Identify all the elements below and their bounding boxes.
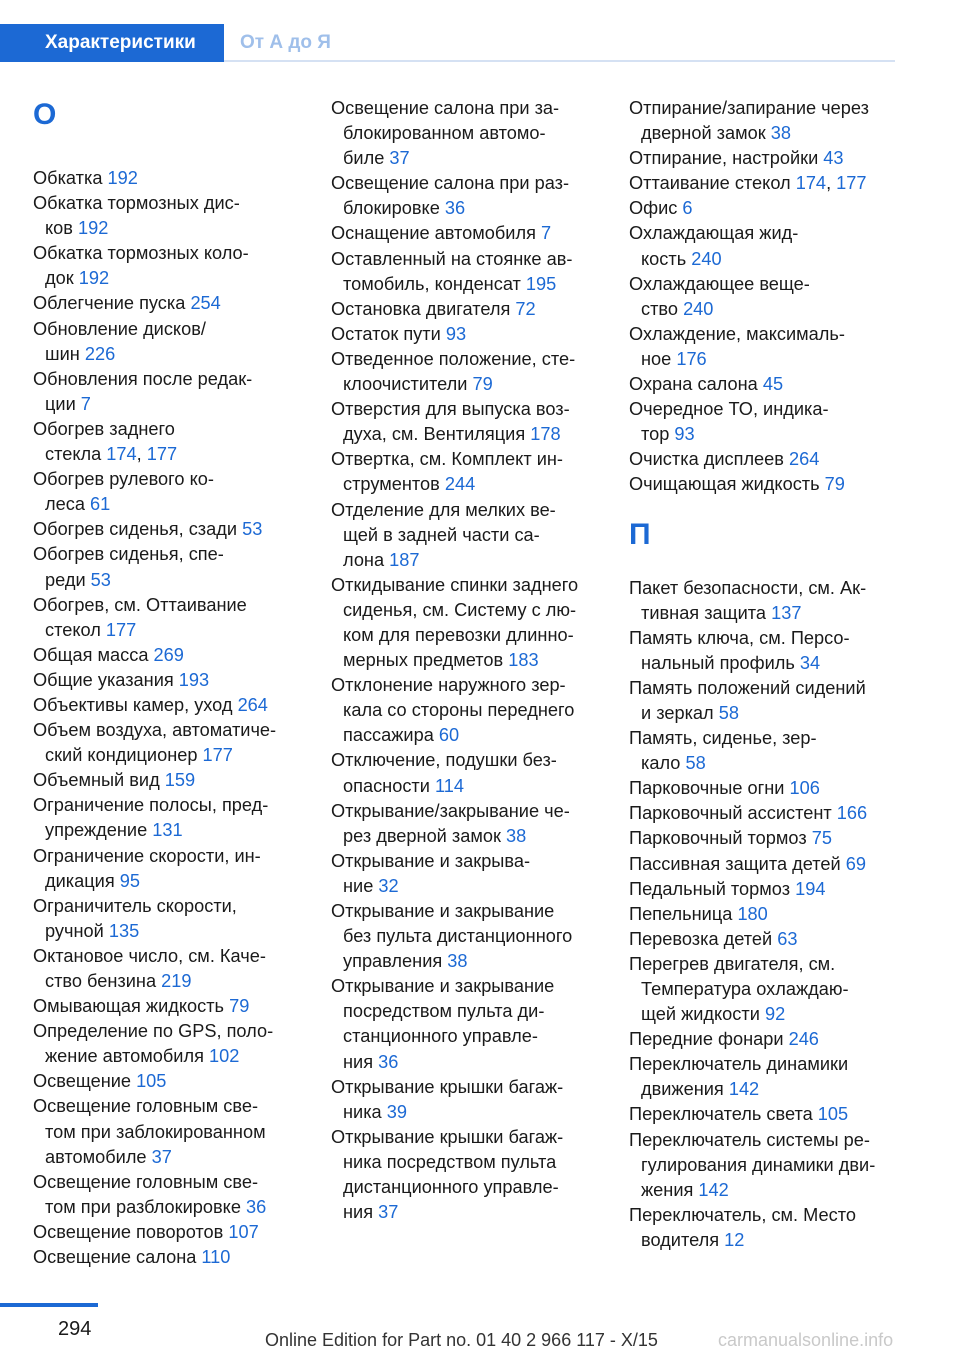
index-entry: Обогрев сиденья, спе‐ реди 53 [33,544,224,590]
page-ref-link[interactable]: 244 [444,474,476,495]
page-ref-link[interactable]: 38 [447,951,468,972]
page-ref-link[interactable]: 114 [434,775,464,796]
page-ref-link[interactable]: 32 [378,875,399,896]
index-entry: Отделение для мелких ве‐ щей в задней части са‐ лона 187 [331,499,556,570]
page-ref-link[interactable]: 93 [445,323,467,344]
index-entry: Открывание крышки багаж‐ ника посредством пульта дистанционного управле‐ ния 37 [331,1126,564,1223]
page-ref-link[interactable]: 61 [90,494,111,515]
page-ref-link[interactable]: 38 [770,123,791,144]
index-entry: Освещение головным све‐ том при заблокированном автомобиле 37 [33,1096,266,1167]
index-column-3 [629,96,901,1253]
page-ref-link[interactable]: 254 [190,293,221,314]
page-ref-link[interactable]: 187 [389,549,420,570]
page-ref-link[interactable]: 37 [151,1146,172,1167]
page-ref-link[interactable]: 38 [505,825,527,846]
index-entry: Охлаждающая жид‐ кость 240 [629,223,799,269]
page-ref-link[interactable]: 102 [208,1046,240,1067]
page-ref-link[interactable]: 142 [698,1179,729,1200]
index-entry: Перевозка детей 63 [629,928,798,949]
index-entry: Открывание/закрывание че‐ рез дверной замок 38 [331,800,570,846]
tab-characteristics[interactable]: Характеристики [0,24,224,62]
page-ref-link[interactable]: 177 [105,619,137,640]
page-ref-link[interactable]: 174 [106,444,137,465]
edition-info: Online Edition for Part no. 01 40 2 966 117 - X/15 [265,1330,658,1350]
index-entry: Омывающая жидкость 79 [33,996,250,1017]
index-entry: Переключатель света 105 [629,1104,849,1125]
index-entry: Память положений сидений и зеркал 58 [629,677,866,723]
index-column-2 [331,96,606,1225]
page-ref-link[interactable]: 264 [789,449,820,470]
index-entry: Остаток пути 93 [331,323,467,344]
index-entry: Офис 6 [629,198,693,219]
page-ref-link[interactable]: 79 [229,996,250,1017]
index-entry: Обкатка тормозных коло‐ док 192 [33,243,249,289]
page-ref-link[interactable]: 137 [771,602,802,623]
index-entry: Обкатка 192 [33,168,138,188]
index-entry: Переключатель, см. Место водителя 12 [629,1204,856,1250]
page-ref-link[interactable]: 37 [378,1202,399,1223]
index-entry: Обновления после редак‐ ции 7 [33,368,253,414]
index-entry: Освещение салона 110 [33,1247,231,1268]
page-ref-link[interactable]: 69 [845,853,866,874]
index-entry: Оснащение автомобиля 7 [331,223,552,244]
index-entry: Пассивная защита детей 69 [629,853,866,874]
page-ref-link[interactable]: 131 [152,820,183,841]
page-ref-link[interactable]: 180 [737,903,768,924]
index-entry: Передние фонари 246 [629,1029,819,1050]
index-entry: Обогрев заднего стекла 174, 177 [33,418,178,465]
page-ref-link[interactable]: 174 [795,173,827,194]
index-entry: Парковочный тормоз 75 [629,828,832,849]
index-entry: Открывание и закрывание посредством пульта ди‐ станционного управле‐ ния 36 [331,976,555,1072]
page-ref-link[interactable]: 226 [84,343,116,364]
index-entry: Откидывание спинки заднего сиденья, см. Систему с лю‐ ком для перевозки длинно‐ мерных предметов 183 [331,574,579,671]
page-ref-link[interactable]: 142 [728,1079,760,1100]
index-entry: Обогрев, см. Оттаивание стекол 177 [33,594,247,640]
index-entry: Очищающая жидкость 79 [629,474,845,495]
page-ref-link[interactable]: 36 [378,1051,399,1072]
page-ref-link[interactable]: 183 [508,650,539,671]
tab-a-to-z[interactable]: От А до Я [240,32,331,53]
header-rule [224,60,895,62]
page-ref-link[interactable]: 58 [718,702,739,723]
index-entry: Обогрев рулевого ко‐ леса 61 [33,469,214,515]
page-ref-link[interactable]: 53 [242,519,263,540]
index-entry: Общие указания 193 [33,669,210,690]
index-entry: Освещение салона при за‐ блокированном автомо‐ биле 37 [331,98,560,169]
index-entry: Переключатель динамики движения 142 [629,1054,849,1100]
page-ref-link[interactable]: 36 [444,198,466,219]
page-ref-link[interactable]: 39 [386,1101,407,1122]
page-ref-link[interactable]: 72 [515,298,536,319]
page-ref-link[interactable]: 6 [682,198,693,219]
index-entry: Очистка дисплеев 264 [629,449,820,470]
page-ref-link[interactable]: 135 [108,920,140,941]
index-entry: Остановка двигателя 72 [331,298,536,319]
page-ref-link[interactable]: 36 [246,1196,267,1217]
page-ref-link[interactable]: 60 [438,725,460,746]
page-ref-link[interactable]: 177 [202,745,233,766]
page-ref-link[interactable]: 110 [201,1247,231,1268]
index-entry: Обогрев сиденья, сзади 53 [33,519,263,540]
index-entry: Охлаждающее веще‐ ство 240 [629,273,810,319]
page-ref-link[interactable]: 240 [683,298,714,319]
index-entry: Парковочный ассистент 166 [629,803,868,824]
index-entry: Оставленный на стоянке ав‐ томобиль, конденсат 195 [331,248,573,294]
page-ref-link[interactable]: 43 [823,148,844,169]
page-header [0,24,895,62]
index-entry: Охрана салона 45 [629,374,784,395]
index-entry: Оттаивание стекол 174, 177 [629,173,867,194]
index-entry: Облегчение пуска 254 [33,293,221,314]
watermark: carmanualsonline.info [718,1330,894,1350]
page-ref-link[interactable]: 105 [136,1071,167,1092]
page-ref-link[interactable]: 177 [836,173,867,194]
page-ref-link[interactable]: 7 [80,393,91,414]
index-entry: Ограничение полосы, пред‐ упреждение 131 [33,795,269,841]
index-entry: Отпирание/запирание через дверной замок 38 [629,98,869,144]
page-ref-link[interactable]: 79 [472,374,493,395]
index-entry: Память, сиденье, зер‐ кало 58 [629,728,817,774]
page-ref-link[interactable]: 264 [237,694,268,715]
page-ref-link[interactable]: 7 [540,223,552,244]
page-ref-link[interactable]: 45 [762,374,784,395]
index-entry: Отведенное положение, сте‐ клоочистители 79 [331,348,576,395]
index-entry: Объемный вид 159 [33,770,196,791]
page-ref-link[interactable]: 58 [685,753,706,774]
index-entry: Освещение 105 [33,1071,167,1092]
page-ref-link[interactable]: 95 [119,870,140,891]
page-ref-link[interactable]: 195 [525,273,557,294]
index-entry: Отвертка, см. Комплект ин‐ струментов 244 [331,449,563,495]
index-entry: Объем воздуха, автоматиче‐ ский кондиционер 177 [33,720,277,766]
index-entry: Отключение, подушки без‐ опасности 114 [331,750,557,796]
index-entry: Перегрев двигателя, см. Температура охлаждаю‐ щей жидкости 92 [629,953,849,1025]
page-ref-link[interactable]: 194 [795,878,826,899]
page-ref-link[interactable]: 12 [724,1229,745,1250]
page-number: 294 [58,1318,92,1340]
page-ref-link[interactable]: 63 [777,928,798,949]
page-ref-link[interactable]: 177 [146,444,178,465]
index-entry: Открывание крышки багаж‐ ника 39 [331,1076,564,1122]
index-entry: Охлаждение, максималь‐ ное 176 [629,323,845,369]
index-entry: Определение по GPS, поло‐ жение автомобиля 102 [33,1021,274,1067]
index-entry: Парковочные огни 106 [629,778,820,799]
page-ref-link[interactable]: 37 [389,148,410,169]
page-ref-link[interactable]: 92 [764,1004,786,1025]
index-entry: Отклонение наружного зер‐ кала со стороны переднего пассажира 60 [331,675,575,746]
index-entry: Ограничение скорости, ин‐ дикация 95 [33,845,261,891]
page-ref-link[interactable]: 192 [78,268,110,289]
page-ref-link[interactable]: 106 [789,778,820,799]
page-ref-link[interactable]: 269 [153,644,184,665]
index-entry: Пакет безопасности, см. Ак‐ тивная защита 137 [629,577,867,623]
index-entry: Освещение салона при раз‐ блокировке 36 [331,173,570,219]
index-entry: Открывание и закрывание без пульта дистанционного управления 38 [331,901,573,972]
index-entry: Объективы камер, уход 264 [33,694,268,715]
index-entry: Освещение головным све‐ том при разблокировке 36 [33,1171,267,1217]
page-ref-link[interactable]: 193 [178,669,210,690]
page-ref-link[interactable]: 166 [836,803,868,824]
index-entry: Общая масса 269 [33,644,184,665]
page-ref-link[interactable]: 178 [530,424,561,445]
index-entry: Пепельница 180 [629,903,768,924]
index-entry: Отверстия для выпуска воз‐ духа, см. Вентиляция 178 [331,399,570,445]
page-ref-link[interactable]: 34 [799,652,821,673]
index-entry: Октановое число, см. Каче‐ ство бензина 219 [33,945,266,991]
page-ref-link[interactable]: 192 [78,218,109,239]
page-ref-link[interactable]: 176 [676,348,707,369]
page-ref-link[interactable]: 107 [228,1221,259,1242]
page-ref-link[interactable]: 53 [90,569,111,590]
index-entry: Обкатка тормозных дис‐ ков 192 [33,193,240,239]
index-letter-heading: О [33,98,57,131]
index-entry: Очередное ТО, индика‐ тор 93 [629,399,829,445]
index-entry: Память ключа, см. Персо‐ нальный профиль 34 [629,627,850,673]
index-entry: Освещение поворотов 107 [33,1221,259,1242]
index-entry: Педальный тормоз 194 [629,878,826,899]
page-ref-link[interactable]: 79 [824,474,845,495]
index-entry: Ограничитель скорости, ручной 135 [33,895,237,941]
page-ref-link[interactable]: 192 [107,168,138,188]
page-ref-link[interactable]: 219 [161,971,192,991]
index-entry: Обновление дисков/ шин 226 [33,318,206,364]
page-ref-link[interactable]: 246 [788,1029,819,1050]
index-entry: Открывание и закрыва‐ ние 32 [331,850,531,896]
index-entry: Переключатель системы ре‐ гулирования динамики дви‐ жения 142 [629,1129,876,1200]
page-ref-link[interactable]: 159 [164,770,196,791]
index-entry: Отпирание, настройки 43 [629,148,844,169]
footer-rule [0,1303,98,1307]
page-ref-link[interactable]: 240 [691,248,722,269]
index-column-1 [33,96,308,1270]
page-ref-link[interactable]: 93 [674,424,695,445]
page-ref-link[interactable]: 105 [817,1104,849,1125]
index-letter-heading: П [629,517,651,551]
page-ref-link[interactable]: 75 [811,828,832,849]
